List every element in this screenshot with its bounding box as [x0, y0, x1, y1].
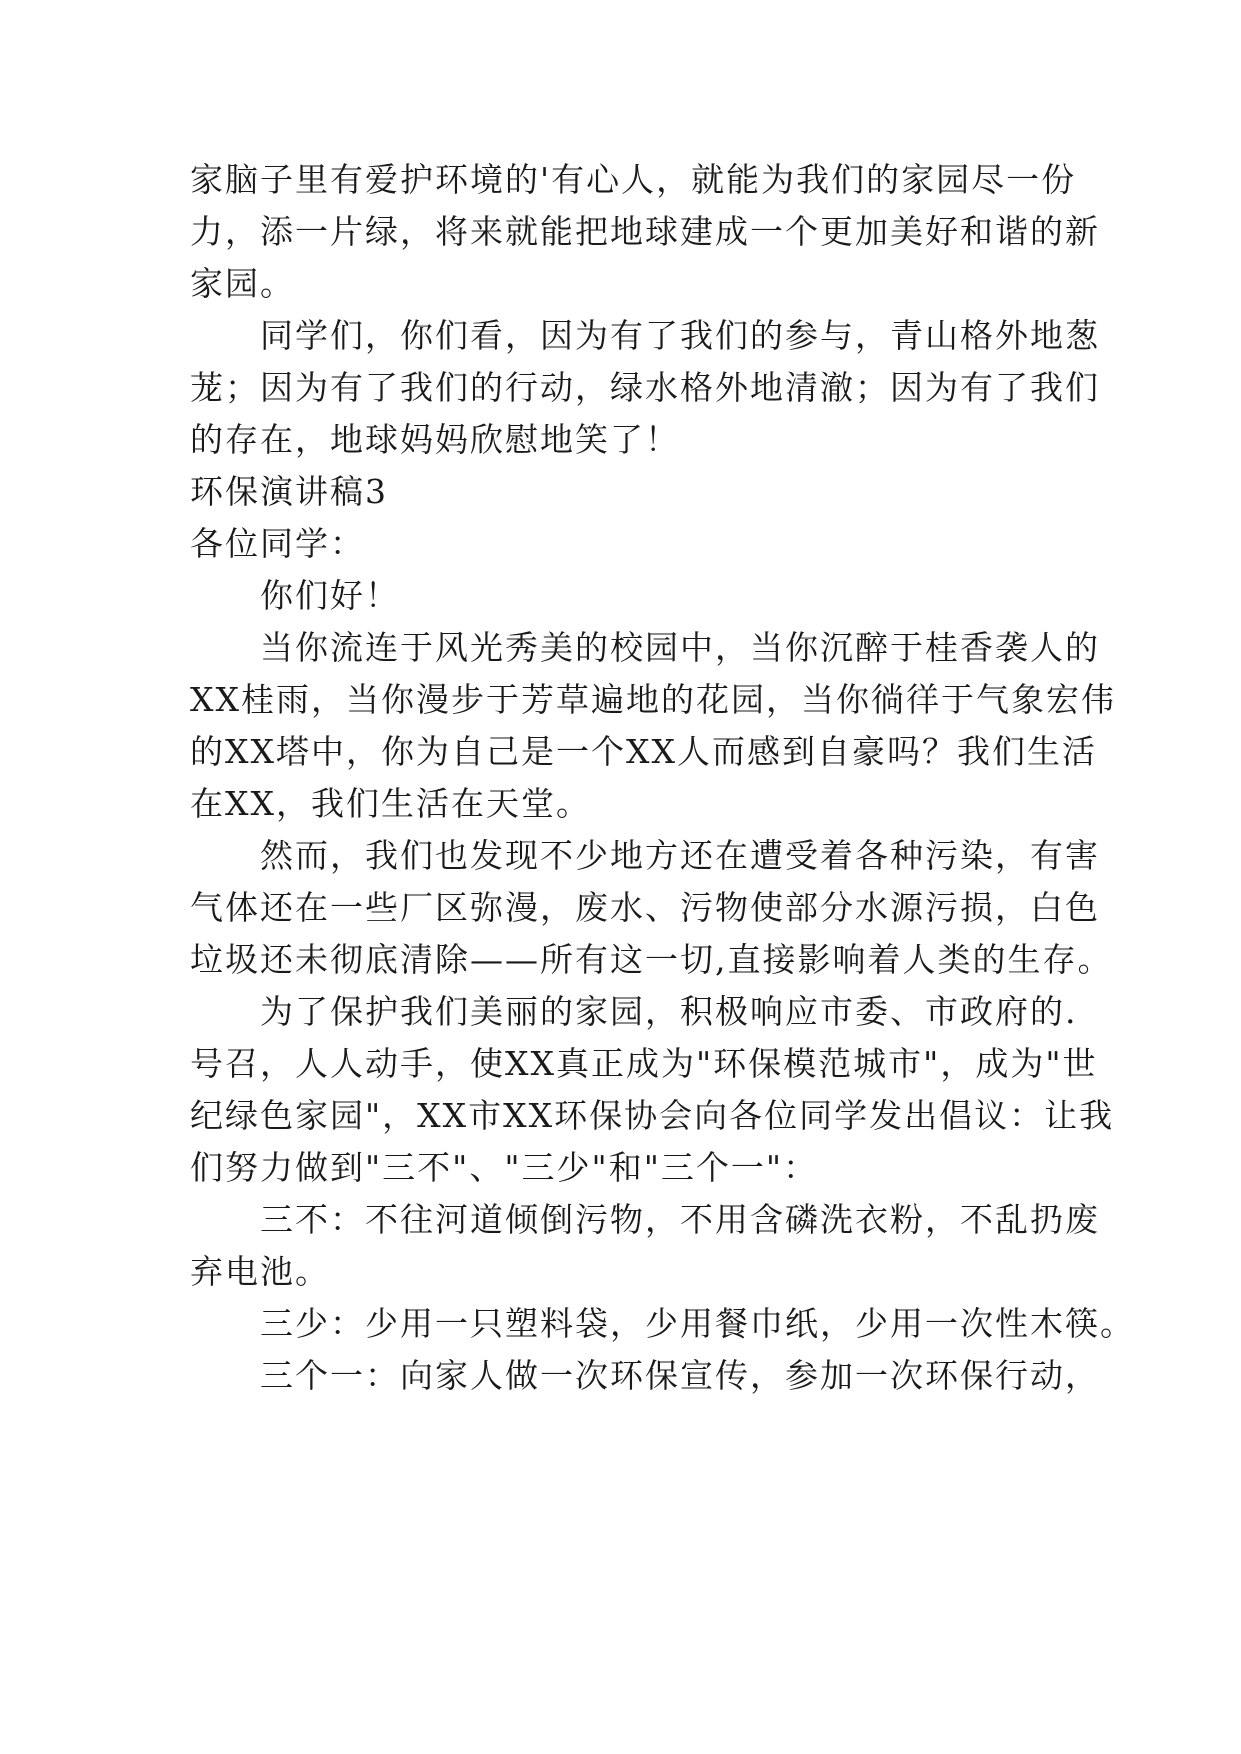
greeting: 你们好！: [260, 576, 400, 615]
body-line: 三少：少用一只塑料袋，少用餐巾纸，少用一次性木筷。: [260, 1304, 1135, 1343]
body-line: 在XX，我们生活在天堂。: [190, 784, 591, 823]
body-line: 力，添一片绿，将来就能把地球建成一个更加美好和谐的新: [190, 212, 1100, 251]
body-line: 号召，人人动手，使XX真正成为"环保模范城市"，成为"世: [190, 1044, 1098, 1083]
body-line: 为了保护我们美丽的家园，积极响应市委、市政府的.: [260, 992, 1078, 1031]
body-line: 的XX塔中，你为自己是一个XX人而感到自豪吗？我们生活: [190, 732, 1097, 771]
body-line: 当你流连于风光秀美的校园中，当你沉醉于桂香袭人的: [260, 628, 1100, 667]
body-line: 三不：不往河道倾倒污物，不用含磷洗衣粉，不乱扔废: [260, 1200, 1100, 1239]
body-line: 同学们，你们看，因为有了我们的参与，青山格外地葱: [260, 316, 1100, 355]
salutation: 各位同学：: [190, 524, 365, 563]
body-line: 垃圾还未彻底清除——所有这一切,直接影响着人类的生存。: [190, 940, 1113, 979]
body-line: 家脑子里有爱护环境的'有心人，就能为我们的家园尽一份: [190, 160, 1077, 199]
body-line: 弃电池。: [190, 1252, 330, 1291]
body-line: 三个一：向家人做一次环保宣传，参加一次环保行动，: [260, 1356, 1100, 1395]
body-line: 茏；因为有了我们的行动，绿水格外地清澈；因为有了我们: [190, 368, 1100, 407]
body-line: 纪绿色家园"，XX市XX环保协会向各位同学发出倡议：让我: [190, 1096, 1115, 1135]
body-line: 气体还在一些厂区弥漫，废水、污物使部分水源污损，白色: [190, 888, 1100, 927]
section-heading: 环保演讲稿3: [190, 472, 388, 511]
body-line: 家园。: [190, 264, 295, 303]
body-line: 们努力做到"三不"、"三少"和"三个一"：: [190, 1148, 819, 1187]
body-line: 然而，我们也发现不少地方还在遭受着各种污染，有害: [260, 836, 1100, 875]
body-line: 的存在，地球妈妈欣慰地笑了！: [190, 420, 680, 459]
body-line: XX桂雨，当你漫步于芳草遍地的花园，当你徜徉于气象宏伟: [190, 680, 1116, 719]
